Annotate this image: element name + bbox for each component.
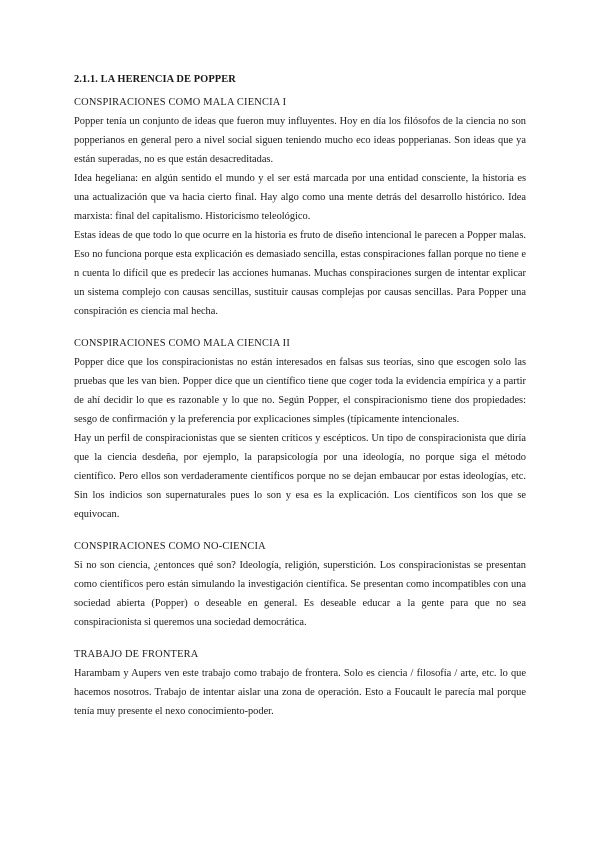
section-mala-ciencia-ii	[74, 334, 526, 524]
paragraph: Si no son ciencia, ¿entonces qué son? Ideología, religión, superstición. Los conspiracionistas se presentan como científicos pero están simulando la investigación científica. Se presentan como incompatibles con una sociedad abierta (Popper) o deseable en general. Es deseable educar a la gente para que no sea conspiracionista si queremos una sociedad democrática.	[74, 560, 526, 628]
section-title: CONSPIRACIONES COMO MALA CIENCIA II	[74, 338, 290, 349]
paragraph: Harambam y Aupers ven este trabajo como trabajo de frontera. Solo es ciencia / filosofía / arte, etc. lo que hacemos nosotros. Trabajo de intentar aislar una zona de operación. Esto a Foucault le parecía mal porque tenía muy presente el nexo conocimiento-poder.	[74, 668, 526, 717]
paragraph: Estas ideas de que todo lo que ocurre en la historia es fruto de diseño intencional le parecen a Popper malas. Eso no funciona porque esta explicación es demasiado sencilla, estas conspiraciones fallan porque no tiene e n cuenta lo difícil que es predecir las acciones humanas. Muchas conspiraciones surgen de intentar explicar un sistema complejo con causas sencillas, sustituir causas complejas por causas sencillas. Para Popper una conspiración es ciencia mal hecha.	[74, 230, 526, 317]
subsection-heading: 2.1.1. LA HERENCIA DE POPPER	[74, 74, 236, 85]
paragraph: Hay un perfil de conspiracionistas que se sienten críticos y escépticos. Un tipo de conspiracionista que diría que la ciencia desdeña, por ejemplo, la parapsicología por una ideología, no porque siga el método científico. Pero ellos son verdaderamente científicos porque no se dejan embaucar por estas ideologías, etc. Sin los indicios son supernaturales pues lo son y esa es la explicación. Los científicos son los que se equivocan.	[74, 433, 526, 520]
document-page	[74, 70, 526, 734]
section-title: TRABAJO DE FRONTERA	[74, 649, 199, 660]
paragraph: Popper dice que los conspiracionistas no están interesados en falsas sus teorías, sino que escogen solo las pruebas que les van bien. Popper dice que un científico tiene que coger toda la evidencia empírica y a partir de ahí decidir lo que es razonable y lo que no. Según Popper, el conspiracionismo tiene dos propiedades: sesgo de confirmación y la preferencia por explicaciones simples (típicamente intencionales.	[74, 357, 526, 425]
paragraph: Idea hegeliana: en algún sentido el mundo y el ser está marcada por una entidad consciente, la historia es una actualización que va hacia cierto final. Hay algo como una mente detrás del desarrollo histórico. Idea marxista: final del capitalismo. Historicismo teleológico.	[74, 173, 526, 222]
section-no-ciencia	[74, 537, 526, 632]
paragraph: Popper tenía un conjunto de ideas que fueron muy influyentes. Hoy en día los filósofos de la ciencia no son popperianos en general pero a nivel social siguen teniendo mucho eco ideas popperianas. Son ideas que ya están superadas, no es que están desacreditadas.	[74, 116, 526, 165]
section-title: CONSPIRACIONES COMO MALA CIENCIA I	[74, 97, 287, 108]
section-title: CONSPIRACIONES COMO NO-CIENCIA	[74, 541, 266, 552]
section-mala-ciencia-i	[74, 93, 526, 321]
section-trabajo-frontera	[74, 645, 526, 721]
